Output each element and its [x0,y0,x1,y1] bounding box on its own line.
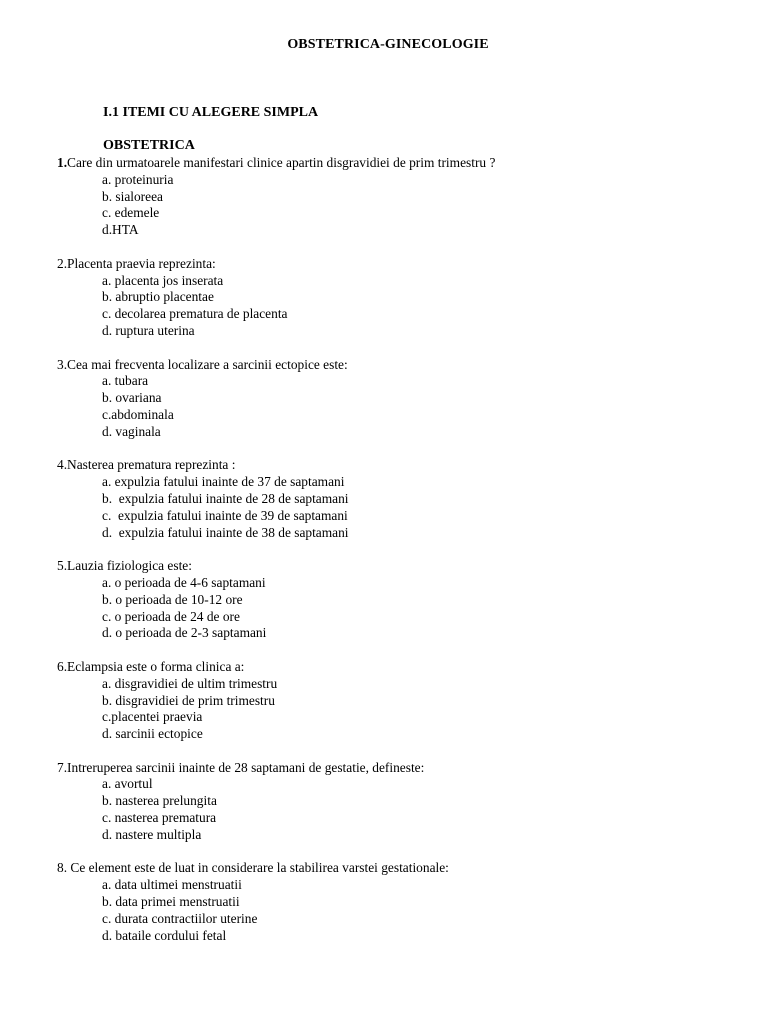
question-text: Eclampsia este o forma clinica a: [67,658,245,674]
question-text: Placenta praevia reprezinta: [67,255,216,271]
answer-list [57,575,747,642]
answer-option: c. o perioada de 24 de ore [102,608,240,624]
question-6 [57,659,747,743]
question-stem [57,256,747,273]
answer-option: d. vaginala [102,423,161,439]
answer-option: b. ovariana [102,390,162,406]
question-stem [57,558,747,575]
answer-option: a. proteinuria [102,171,174,187]
answer-option: a. data ultimei menstruatii [102,877,242,893]
question-1 [57,155,747,239]
question-4 [57,457,747,541]
answer-option: d. bataile cordului fetal [102,927,227,943]
question-stem [57,860,747,877]
question-8 [57,860,747,944]
question-text: Intreruperea sarcinii inainte de 28 saptamani de gestatie, defineste: [67,759,425,775]
answer-list [57,373,747,440]
question-number: 5. [57,558,68,574]
question-text: Care din urmatoarele manifestari clinice apartin disgravidiei de prim trimestru ? [67,155,496,170]
question-5 [57,558,747,642]
answer-option: b. abruptio placentae [102,289,214,305]
answer-option: a. o perioada de 4-6 saptamani [102,574,266,590]
question-stem [57,155,747,172]
answer-list [57,877,747,944]
question-7 [57,760,747,844]
question-number: 8. [57,860,71,876]
answer-option: b. data primei menstruatii [102,894,240,910]
answer-option: d.HTA [102,222,139,238]
answer-option: c. durata contractiilor uterine [102,910,258,926]
question-number: 4. [57,457,68,473]
question-number: 1. [57,155,68,170]
answer-option: b. expulzia fatului inainte de 28 de saptamani [102,490,349,506]
question-number: 6. [57,658,68,674]
question-text: Cea mai frecventa localizare a sarcinii ectopice este: [67,356,348,372]
question-3 [57,357,747,441]
subsection-title: OBSTETRICA [103,138,195,153]
answer-list [57,474,747,541]
answer-option: a. disgravidiei de ultim trimestru [102,675,278,691]
answer-option: a. avortul [102,776,153,792]
answer-list [57,172,747,239]
question-number: 2. [57,255,68,271]
answer-option: c. expulzia fatului inainte de 39 de saptamani [102,507,348,523]
document-title: OBSTETRICA-GINECOLOGIE [287,37,489,52]
answer-option: c.placentei praevia [102,709,203,725]
question-stem [57,457,747,474]
answer-option: d. o perioada de 2-3 saptamani [102,625,267,641]
answer-option: a. tubara [102,373,149,389]
question-stem [57,760,747,777]
answer-option: c. decolarea prematura de placenta [102,306,288,322]
answer-option: c. edemele [102,205,160,221]
question-stem [57,659,747,676]
answer-list [57,676,747,743]
answer-option: b. o perioada de 10-12 ore [102,591,243,607]
answer-option: d. ruptura uterina [102,322,195,338]
answer-option: d. expulzia fatului inainte de 38 de saptamani [102,524,349,540]
question-number: 3. [57,356,68,372]
answer-option: c.abdominala [102,406,174,422]
answer-option: d. nastere multipla [102,826,202,842]
question-text: Ce element este de luat in considerare la stabilirea varstei gestationale: [70,860,449,876]
answer-list [57,776,747,843]
section-title: I.1 ITEMI CU ALEGERE SIMPLA [103,105,319,120]
question-text: Lauzia fiziologica este: [67,558,192,574]
answer-option: b. sialoreea [102,188,163,204]
answer-option: a. placenta jos inserata [102,272,224,288]
answer-option: c. nasterea prematura [102,810,217,826]
answer-option: d. sarcinii ectopice [102,726,203,742]
answer-option: b. disgravidiei de prim trimestru [102,692,275,708]
question-text: Nasterea prematura reprezinta : [67,457,236,473]
question-number: 7. [57,759,68,775]
answer-option: a. expulzia fatului inainte de 37 de saptamani [102,474,345,490]
question-2 [57,256,747,340]
question-stem [57,357,747,374]
answer-list [57,273,747,340]
question-list [57,155,747,961]
answer-option: b. nasterea prelungita [102,793,217,809]
